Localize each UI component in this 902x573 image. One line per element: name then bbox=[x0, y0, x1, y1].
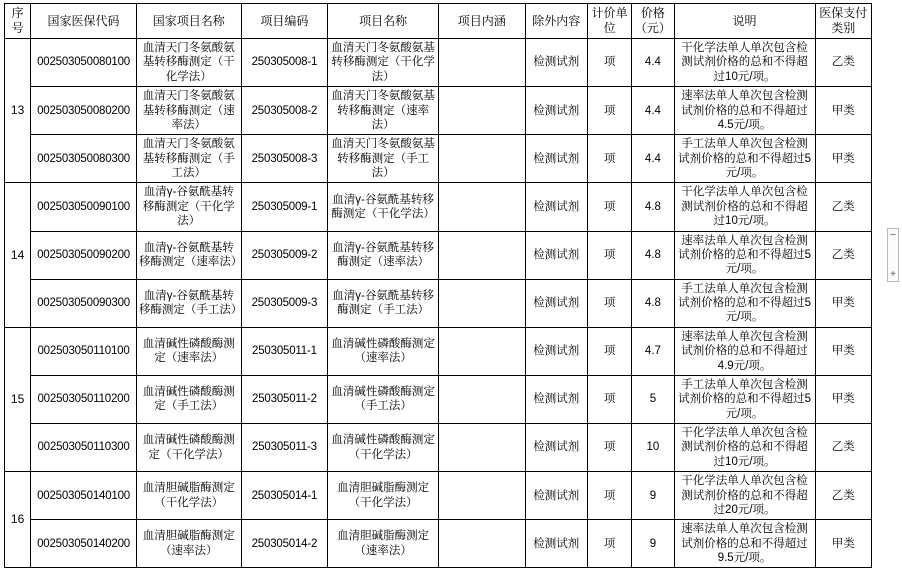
cell-unit: 项 bbox=[587, 520, 631, 568]
cell-item-name: 血清碱性磷酸酶测定（速率法） bbox=[328, 327, 439, 375]
table-row bbox=[5, 520, 872, 568]
cell-national-name: 血清碱性磷酸酶测定（手工法） bbox=[136, 375, 241, 423]
cell-exclusion: 检测试剂 bbox=[525, 39, 587, 87]
cell-national-code: 002503050140200 bbox=[31, 520, 137, 568]
zoom-control[interactable] bbox=[887, 228, 899, 282]
column-header-insurance-type: 医保支付类别 bbox=[815, 4, 871, 39]
cell-price: 4.8 bbox=[632, 231, 674, 279]
cell-description: 干化学法单人单次包含检测试剂价格的总和不得超过20元/项。 bbox=[674, 472, 815, 520]
cell-national-code: 002503050090200 bbox=[31, 231, 137, 279]
cell-unit: 项 bbox=[587, 424, 631, 472]
cell-insurance-type: 乙类 bbox=[815, 183, 871, 231]
cell-item-code: 250305014-2 bbox=[241, 520, 328, 568]
cell-connotation bbox=[438, 424, 525, 472]
cell-national-name: 血清天门冬氨酸氨基转移酶测定（干化学法） bbox=[136, 39, 241, 87]
table-row bbox=[5, 231, 872, 279]
cell-national-code: 002503050090100 bbox=[31, 183, 137, 231]
cell-price: 5 bbox=[632, 375, 674, 423]
cell-unit: 项 bbox=[587, 87, 631, 135]
cell-item-code: 250305009-2 bbox=[241, 231, 328, 279]
column-header-national-code: 国家医保代码 bbox=[31, 4, 137, 39]
cell-national-code: 002503050080300 bbox=[31, 135, 137, 183]
cell-exclusion: 检测试剂 bbox=[525, 279, 587, 327]
column-header-national-name: 国家项目名称 bbox=[136, 4, 241, 39]
cell-connotation bbox=[438, 375, 525, 423]
cell-description: 干化学法单人单次包含检测试剂价格的总和不得超过10元/项。 bbox=[674, 39, 815, 87]
cell-price: 4.8 bbox=[632, 183, 674, 231]
cell-unit: 项 bbox=[587, 279, 631, 327]
cell-exclusion: 检测试剂 bbox=[525, 183, 587, 231]
table-header bbox=[5, 4, 872, 39]
column-header-connotation: 项目内涵 bbox=[438, 4, 525, 39]
table-row bbox=[5, 135, 872, 183]
cell-seq: 16 bbox=[5, 472, 31, 568]
cell-connotation bbox=[438, 327, 525, 375]
cell-item-name: 血清天门冬氨酸氨基转移酶测定（干化学法） bbox=[328, 39, 439, 87]
cell-item-code: 250305014-1 bbox=[241, 472, 328, 520]
column-header-seq: 序号 bbox=[5, 4, 31, 39]
cell-unit: 项 bbox=[587, 472, 631, 520]
cell-connotation bbox=[438, 135, 525, 183]
cell-description: 手工法单人单次包含检测试剂价格的总和不得超过5元/项。 bbox=[674, 135, 815, 183]
cell-national-code: 002503050110300 bbox=[31, 424, 137, 472]
cell-item-name: 血清碱性磷酸酶测定（手工法） bbox=[328, 375, 439, 423]
cell-description: 速率法单人单次包含检测试剂价格的总和不得超过4.9元/项。 bbox=[674, 327, 815, 375]
cell-exclusion: 检测试剂 bbox=[525, 424, 587, 472]
table-row bbox=[5, 87, 872, 135]
cell-national-code: 002503050110200 bbox=[31, 375, 137, 423]
column-header-description: 说明 bbox=[674, 4, 815, 39]
zoom-in-label[interactable]: + bbox=[890, 269, 896, 280]
cell-item-code: 250305008-2 bbox=[241, 87, 328, 135]
medical-price-table bbox=[4, 3, 872, 568]
cell-exclusion: 检测试剂 bbox=[525, 135, 587, 183]
cell-national-name: 血清γ-谷氨酰基转移酶测定（速率法） bbox=[136, 231, 241, 279]
cell-seq: 14 bbox=[5, 183, 31, 327]
cell-connotation bbox=[438, 520, 525, 568]
cell-connotation bbox=[438, 183, 525, 231]
table-header-row bbox=[5, 4, 872, 39]
cell-exclusion: 检测试剂 bbox=[525, 375, 587, 423]
cell-national-code: 002503050080100 bbox=[31, 39, 137, 87]
table-body bbox=[5, 39, 872, 568]
cell-item-code: 250305011-3 bbox=[241, 424, 328, 472]
column-header-item-code: 项目编码 bbox=[241, 4, 328, 39]
cell-insurance-type: 乙类 bbox=[815, 39, 871, 87]
column-header-exclusion: 除外内容 bbox=[525, 4, 587, 39]
cell-national-name: 血清γ-谷氨酰基转移酶测定（手工法） bbox=[136, 279, 241, 327]
cell-unit: 项 bbox=[587, 375, 631, 423]
cell-national-name: 血清胆碱脂酶测定（干化学法） bbox=[136, 472, 241, 520]
cell-insurance-type: 甲类 bbox=[815, 135, 871, 183]
table-row bbox=[5, 279, 872, 327]
cell-item-name: 血清胆碱脂酶测定（速率法） bbox=[328, 520, 439, 568]
cell-item-code: 250305008-3 bbox=[241, 135, 328, 183]
column-header-price: 价格（元） bbox=[632, 4, 674, 39]
cell-item-code: 250305011-2 bbox=[241, 375, 328, 423]
cell-exclusion: 检测试剂 bbox=[525, 327, 587, 375]
cell-insurance-type: 甲类 bbox=[815, 279, 871, 327]
cell-description: 干化学法单人单次包含检测试剂价格的总和不得超过10元/项。 bbox=[674, 424, 815, 472]
cell-connotation bbox=[438, 87, 525, 135]
cell-item-name: 血清胆碱脂酶测定（干化学法） bbox=[328, 472, 439, 520]
cell-national-name: 血清碱性磷酸酶测定（速率法） bbox=[136, 327, 241, 375]
table-row bbox=[5, 424, 872, 472]
cell-seq: 13 bbox=[5, 39, 31, 183]
cell-exclusion: 检测试剂 bbox=[525, 520, 587, 568]
cell-national-name: 血清胆碱脂酶测定（速率法） bbox=[136, 520, 241, 568]
cell-description: 干化学法单人单次包含检测试剂价格的总和不得超过10元/项。 bbox=[674, 183, 815, 231]
cell-national-name: 血清天门冬氨酸氨基转移酶测定（速率法） bbox=[136, 87, 241, 135]
cell-exclusion: 检测试剂 bbox=[525, 231, 587, 279]
cell-description: 手工法单人单次包含检测试剂价格的总和不得超过5元/项。 bbox=[674, 279, 815, 327]
cell-exclusion: 检测试剂 bbox=[525, 87, 587, 135]
cell-insurance-type: 甲类 bbox=[815, 327, 871, 375]
column-header-unit: 计价单位 bbox=[587, 4, 631, 39]
cell-item-name: 血清γ-谷氨酰基转移酶测定（干化学法） bbox=[328, 183, 439, 231]
cell-unit: 项 bbox=[587, 39, 631, 87]
cell-exclusion: 检测试剂 bbox=[525, 472, 587, 520]
cell-national-code: 002503050110100 bbox=[31, 327, 137, 375]
cell-seq: 15 bbox=[5, 327, 31, 471]
cell-price: 9 bbox=[632, 520, 674, 568]
cell-connotation bbox=[438, 279, 525, 327]
cell-insurance-type: 甲类 bbox=[815, 87, 871, 135]
cell-unit: 项 bbox=[587, 231, 631, 279]
cell-insurance-type: 乙类 bbox=[815, 231, 871, 279]
cell-national-code: 002503050080200 bbox=[31, 87, 137, 135]
cell-item-name: 血清γ-谷氨酰基转移酶测定（手工法） bbox=[328, 279, 439, 327]
column-header-item-name: 项目名称 bbox=[328, 4, 439, 39]
cell-price: 4.4 bbox=[632, 39, 674, 87]
cell-item-code: 250305009-3 bbox=[241, 279, 328, 327]
cell-item-code: 250305011-1 bbox=[241, 327, 328, 375]
cell-description: 速率法单人单次包含检测试剂价格的总和不得超过4.5元/项。 bbox=[674, 87, 815, 135]
cell-national-name: 血清碱性磷酸酶测定（干化学法） bbox=[136, 424, 241, 472]
cell-insurance-type: 甲类 bbox=[815, 520, 871, 568]
cell-item-code: 250305009-1 bbox=[241, 183, 328, 231]
cell-national-code: 002503050140100 bbox=[31, 472, 137, 520]
cell-connotation bbox=[438, 39, 525, 87]
cell-insurance-type: 乙类 bbox=[815, 472, 871, 520]
cell-unit: 项 bbox=[587, 135, 631, 183]
cell-price: 10 bbox=[632, 424, 674, 472]
cell-national-code: 002503050090300 bbox=[31, 279, 137, 327]
table-row bbox=[5, 375, 872, 423]
cell-insurance-type: 甲类 bbox=[815, 375, 871, 423]
cell-national-name: 血清天门冬氨酸氨基转移酶测定（手工法） bbox=[136, 135, 241, 183]
cell-national-name: 血清γ-谷氨酰基转移酶测定（干化学法） bbox=[136, 183, 241, 231]
cell-item-name: 血清天门冬氨酸氨基转移酶测定（手工法） bbox=[328, 135, 439, 183]
cell-unit: 项 bbox=[587, 327, 631, 375]
cell-item-name: 血清γ-谷氨酰基转移酶测定（速率法） bbox=[328, 231, 439, 279]
cell-item-name: 血清碱性磷酸酶测定（干化学法） bbox=[328, 424, 439, 472]
cell-price: 4.4 bbox=[632, 87, 674, 135]
cell-item-name: 血清天门冬氨酸氨基转移酶测定（速率法） bbox=[328, 87, 439, 135]
table-row bbox=[5, 183, 872, 231]
table-row bbox=[5, 472, 872, 520]
cell-connotation bbox=[438, 231, 525, 279]
cell-description: 手工法单人单次包含检测试剂价格的总和不得超过5元/项。 bbox=[674, 375, 815, 423]
cell-item-code: 250305008-1 bbox=[241, 39, 328, 87]
cell-connotation bbox=[438, 472, 525, 520]
cell-price: 4.8 bbox=[632, 279, 674, 327]
cell-price: 9 bbox=[632, 472, 674, 520]
price-table-container bbox=[4, 3, 872, 568]
cell-insurance-type: 乙类 bbox=[815, 424, 871, 472]
cell-price: 4.7 bbox=[632, 327, 674, 375]
cell-description: 速率法单人单次包含检测试剂价格的总和不得超过5元/项。 bbox=[674, 231, 815, 279]
table-row bbox=[5, 39, 872, 87]
zoom-out-label[interactable]: – bbox=[890, 229, 896, 240]
cell-description: 速率法单人单次包含检测试剂价格的总和不得超过9.5元/项。 bbox=[674, 520, 815, 568]
cell-price: 4.4 bbox=[632, 135, 674, 183]
table-row bbox=[5, 327, 872, 375]
cell-unit: 项 bbox=[587, 183, 631, 231]
